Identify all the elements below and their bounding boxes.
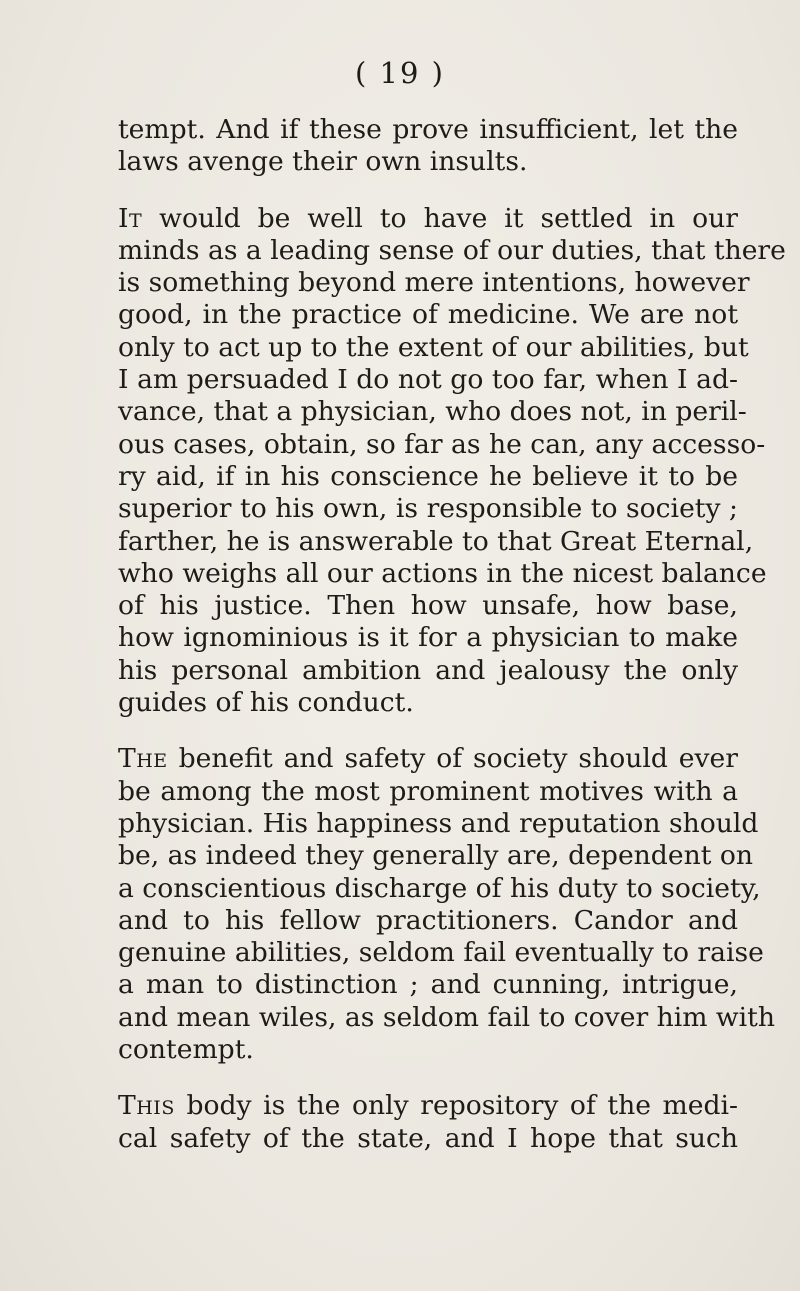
text-line: It would be well to have it settled in our — [118, 202, 738, 234]
lead-word: It — [118, 202, 143, 234]
text-line: and to his fellow practitioners. Candor and — [118, 904, 738, 936]
text-line: This body is the only repository of the medi- — [118, 1090, 738, 1122]
body-text — [118, 114, 786, 1155]
text-line: be among the most prominent motives with a — [118, 775, 738, 807]
text-line: superior to his own, is responsible to society ; — [118, 493, 738, 525]
text-line: only to act up to the extent of our abilities, but — [118, 331, 749, 363]
text-line: a conscientious discharge of his duty to society, — [118, 872, 761, 904]
page-number-header: ( 19 ) — [355, 56, 445, 90]
text-line: is something beyond mere intentions, however — [118, 267, 750, 299]
text-line: vance, that a physician, who does not, in peril- — [118, 396, 747, 428]
lead-word: The — [118, 743, 168, 775]
paragraph-2 — [118, 202, 786, 720]
text-line: minds as a leading sense of our duties, that there — [118, 234, 786, 266]
paragraph-3 — [118, 743, 776, 1066]
text-line: genuine abilities, seldom fail eventually to raise — [118, 937, 764, 969]
paragraph-1 — [118, 114, 738, 179]
text-line: good, in the practice of medicine. We are not — [118, 299, 738, 331]
text-line: cal safety of the state, and I hope that such — [118, 1122, 738, 1154]
text-line: a man to distinction ; and cunning, intrigue, — [118, 969, 738, 1001]
text-line: how ignominious is it for a physician to make — [118, 622, 738, 654]
paragraph-4 — [118, 1090, 738, 1155]
text-line: farther, he is answerable to that Great Eternal, — [118, 525, 754, 557]
text-line: contempt. — [118, 1034, 254, 1066]
text-line: tempt. And if these prove insufficient, let the — [118, 114, 738, 145]
text-line: laws avenge their own insults. — [118, 146, 528, 178]
text-line: ous cases, obtain, so far as he can, any accesso- — [118, 428, 766, 460]
text-line: who weighs all our actions in the nicest balance — [118, 557, 767, 589]
lead-word: This — [118, 1090, 175, 1122]
text-line: guides of his conduct. — [118, 687, 414, 719]
text-line: be, as indeed they generally are, dependent on — [118, 840, 753, 872]
text-line: of his justice. Then how unsafe, how base, — [118, 590, 738, 622]
text-line: The benefit and safety of society should ever — [118, 743, 738, 775]
text-line: physician. His happiness and reputation should — [118, 807, 759, 839]
text-line: and mean wiles, as seldom fail to cover him with — [118, 1001, 776, 1033]
text-line: I am persuaded I do not go too far, when I ad- — [118, 364, 738, 396]
text-line: ry aid, if in his conscience he believe it to be — [118, 460, 738, 492]
text-line: his personal ambition and jealousy the only — [118, 654, 738, 686]
